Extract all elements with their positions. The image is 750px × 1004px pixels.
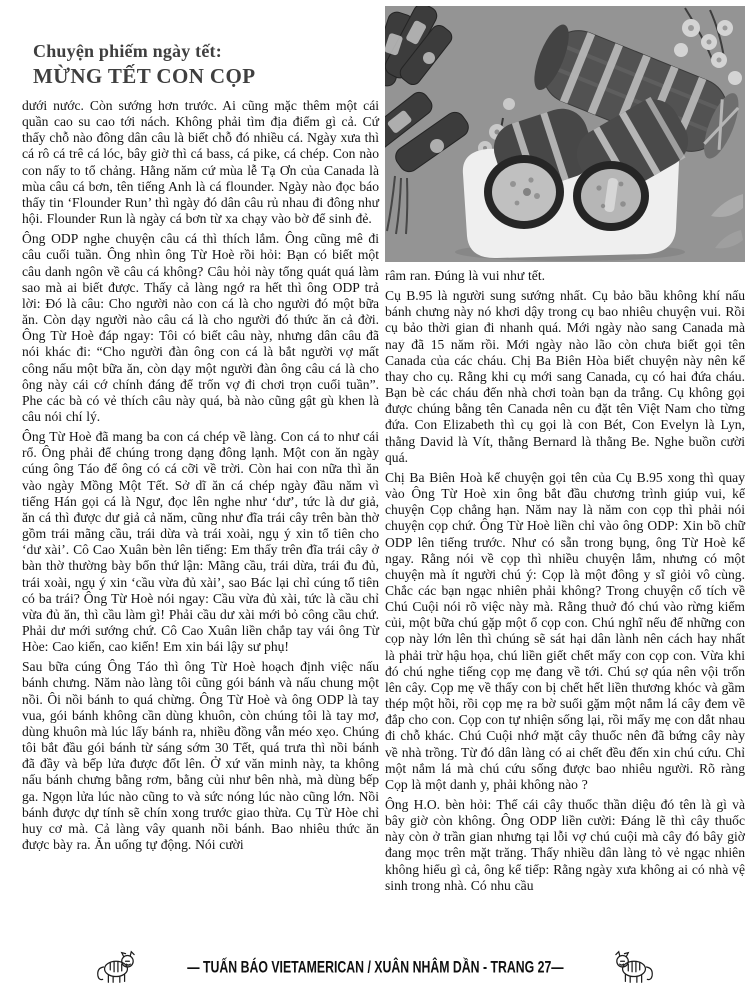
paragraph: râm ran. Đúng là vui như tết. xyxy=(385,268,546,283)
paragraph: Chị Ba Biên Hoà kể chuyện gọi tên của Cụ B.95 xong thì quay vào Ông Từ Hoè xin ông bắt đầu chương trình giúp vui, kể chuyện Cọp chẳng hạn. Năm nay là năm con cọp thì phải nói chuyện cọp chứ. Ông Từ Hoè liền chỉ vào ông ODP: Xin bồ chữ ODP lên tiếng trước. Như có sẵn trong bụng, ông Từ Hoè kể ngay. Rằng nói về cọp thì nhiều chuyện lắm, nhưng có một chuyện mà ít người chú ý: Cọp là một đông y sĩ giỏi vô cùng. Chắc các bạn ngạc nhiên phải không? Trong chuyện cổ tích về Chú Cuội nói rõ việc này mà. Rằng thuở đó chú vào rừng kiếm củi, một bữa chú gặp một ổ cọp con. Chú nghĩ nếu để những con cọp này lớn lên thì chúng sẽ sát hại dân lành nên cách hay nhất là phải trừ hậu họa, chú liền giết chết mấy con cọp con. Vừa khi đó chú nghe tiếng cọp mẹ đang về tới. Chú sợ qúa nên vội trốn lên cây. Cọp mẹ về thấy con bị chết hết liền thương khóc và gầm thép một hồi, rồi cọp mẹ ra bờ suối gặm một nắm lá cây đem về đắp cho con. Cọp con tự nhiện sống lại, rồi mấy mẹ con dắt nhau đi chỗ khác. Chú Cuội nhớ mặt cây thuốc nên đã bứng cây này về nhà trồng. Từ đó dân làng có ai chết đều đến xin chú cứu. Chỉ một nắm lá mà chú cứu sống được bao nhiêu người. Rõ ràng Cọp là một danh y, phải không nào ? xyxy=(385,469,745,792)
article-title: MỪNG TẾT CON CỌP xyxy=(33,64,256,88)
paragraph: Sau bữa cúng Ông Táo thì ông Từ Hoè hoạch định việc nấu bánh chưng. Năm nào làng tôi cũng gói bánh và nấu chung một nồi. Ôi nồi bánh to quá chừng. Ông Từ Hoè và ông ODP là tay vua, gói bánh không cần dùng khuôn, còn chúng tôi là tay mơ, dùng khuôn mà lúc lấy bánh ra, nhiều đồng vẫn méo xẹo. Chúng tôi bắt đầu gói bánh từ sáng sớm 30 Tết, quá trưa thì nồi bánh đã đầy và bếp lửa được đốt lên. Ở xứ văn minh này, ta không nấu bánh chưng bằng rơm, bằng củi như bên nhà, mà dùng bếp ga. Ngọn lửa lúc nào cũng to và sức nóng lúc nào cũng lớn. Nồi bánh được dự tính sẽ chín xong trước giao thừa. Cụ Từ Hòe chỉ huy cơ mà. Cả làng vây quanh nồi bánh. Bao nhiêu thức ăn được bày ra. Ăn uống tự động. Nói cười xyxy=(22,659,379,853)
tiger-icon xyxy=(613,949,655,985)
article-kicker: Chuyện phiếm ngày tết: xyxy=(33,41,222,61)
article-header xyxy=(33,40,379,89)
paragraph: Ông H.O. bèn hỏi: Thế cái cây thuốc thần diệu đó tên là gì và bây giờ còn không. Ông ODP liền cười: Đáng lẽ thì cây thuốc này còn ở trần gian nhưng tại lỗi vợ chú cuội mà cây đó bây giờ đang mọc trên mặt trăng. Thấy nhiều dân làng tỏ vẻ ngạc nhiên không hiểu gì cả, ông kể tiếp: Rằng ngày xưa không ai có nhà vệ sinh trong nhà. Có nhu cầu xyxy=(385,797,745,893)
banh-tet-photo xyxy=(385,6,745,262)
page-footer xyxy=(0,944,750,990)
paragraph: Ông Từ Hoè đã mang ba con cá chép về làng. Con cá to như cái rổ. Ông phải để chúng trong dạng đông lạnh. Một con ăn ngày cúng ông Táo để ông có cá cỡi về trời. Còn hai con nữa thì ăn vào ngày Mồng Một Tết. Sở dĩ ăn cá chép ngày đầu năm vì tiếng Hán gọi cá là Ngư, đọc lên nghe như ‘dư’, tức là dư giả, ăn cá thì được dư giả cả năm, cũng như đĩa trái cây trên bàn thờ gồm trái mãng cầu, trái dừa và trái xoài, ngụ ý xin tổ tiên cho ‘dư xài’. Cô Cao Xuân bèn lên tiếng: Em thấy trên đĩa trái cây ở bàn thờ thường bày bốn thứ lận: Mãng cầu, trái dừa, trái đu đủ, trái xoài, ngụ ý xin ‘cầu vừa đủ xài’, sao Bác lại chỉ cúng tổ tiên có ba trái? Ông Từ Hoè nói ngay: Cầu vừa đủ xài, tức là cầu chỉ vừa đủ ăn, thì cầu làm gì! Phải cầu dư xài mới bỏ công cầu chứ. Phải dư mới sướng chứ. Cô Cao Xuân liền chắp tay vái ông Từ Hòe: Cao kiến, cao kiến! Em xin bái lậy sư phụ! xyxy=(22,429,379,655)
paragraph: Cụ B.95 là người sung sướng nhất. Cụ bảo bầu không khí nấu bánh chưng này nó khơi dậy trong cụ bao nhiêu chuyện vui. Rồi cụ bảo thời gian đi nhanh quá. Mới ngày nào sang Canada mà nay đã 15 năm rồi. Mới ngày nào lão còn chưa biết gọi tên Canada của các cháu. Chị Ba Biên Hòa biết chuyện này nên kể thay cho cụ. Rằng khi cụ mới sang Canada, cụ có hai đứa cháu. Bạn bè các cháu đến nhà chơi toàn bạn da trắng. Cụ không gọi được chúng bằng tên Canada nên cu đặt tên Việt Nam cho từng đứa. Con Elizabeth thì cụ gọi là con Bét, Con Evelyn là Lyn, thằng David là Vít, thằng Bernard là thằng Be. Nghe buồn cười quá. xyxy=(385,288,745,465)
tiger-icon xyxy=(95,949,137,985)
left-column xyxy=(22,36,379,857)
paragraph: Ông ODP nghe chuyện câu cá thì thích lắm. Ông cũng mê đi câu cuối tuần. Ông nhìn ông Từ Hoè rồi hỏi: Bạn có biết một câu danh ngôn về câu cá không? Câu hỏi này tổng quát quá làm sao mà ai biết được. Thấy cả làng ngớ ra hết thì ông ODP trả lời: Đó là câu: Cho người nào con cá là cho người đó một bữa ăn. Còn dạy người nào câu cá là cho người đó thức ăn cả đời. Ông Từ Hoè đáp ngay: Tôi có biết câu này, nhưng dân câu đã nói khác đi: “Cho người đàn ông con cá là bắt người vợ mất công nấu một bữa ăn, còn dạy một người đàn ông câu cá là cho ông này cái cớ chính đáng để trốn vợ đi chơi trọn cuối tuần”. Phe các bà có vẻ thích câu này quá, bà nào cũng gật gù khen là câu nói chí lý. xyxy=(22,231,379,424)
right-column xyxy=(385,6,745,898)
footer-text: — TUẤN BÁO VIETAMERICAN / XUÂN NHÂM DẦN - TRANG 27— xyxy=(186,957,564,977)
paragraph: dưới nước. Còn sướng hơn trước. Ai cũng mặc thêm một cái quần cao su cao tới nách. Không phải tìm địa điểm gì cả. Cứ thấy chỗ nào đông dân câu là biết chỗ đó nhiều cá. Ngày xưa thì cá rô cá trê cá lóc, bây giờ thì cá bass, cá pike, cá chép. Con nào con nấy to tổ chảng. Hằng năm cứ mùa lễ Tạ Ơn của Canada là mùa câu cá bơn, tên tiếng Anh là cá flounder. Ngày nào đọc báo thấy tin ‘Flounder Run’ thì ngày đó dân câu rủ nhau đi đông như hội. Flounder Run là ngày cá bơn từ xa chạy vào bờ để sinh đẻ. xyxy=(22,98,379,227)
